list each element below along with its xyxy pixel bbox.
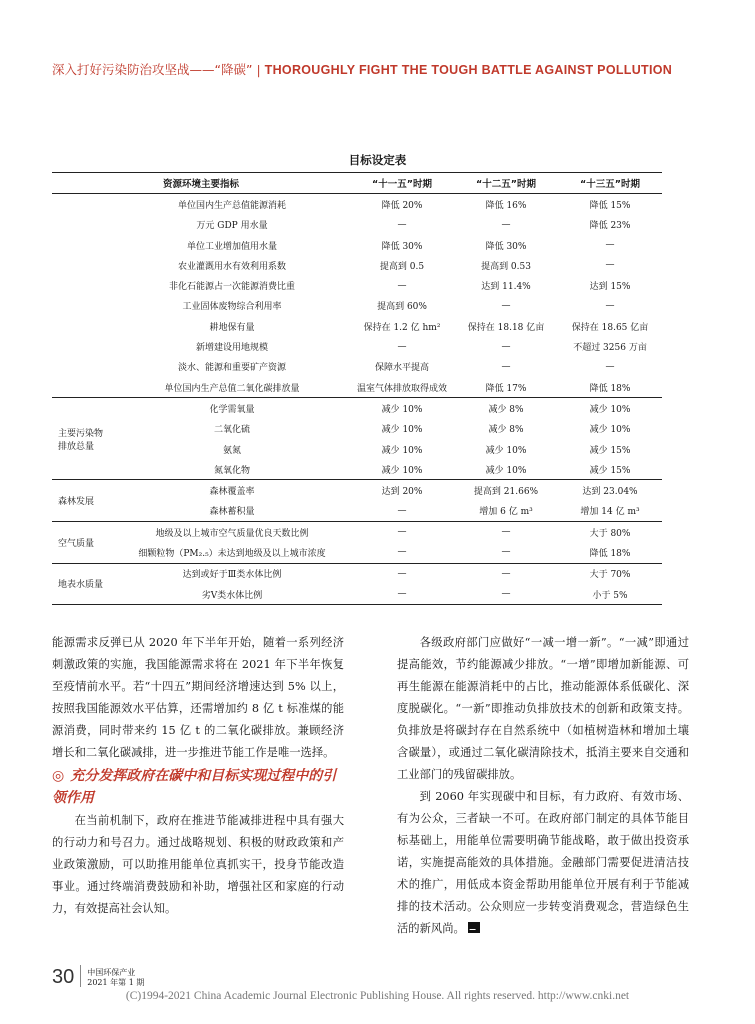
value-cell: 减少 10% xyxy=(589,404,631,415)
indicator-cell: 耕地保有量 xyxy=(209,322,255,333)
running-header xyxy=(52,60,702,78)
table-row xyxy=(52,419,662,439)
value-cell: 减少 8% xyxy=(488,425,524,436)
table-row xyxy=(52,215,662,235)
value-cell: 增加 14 亿 m³ xyxy=(558,501,662,522)
column-right xyxy=(397,632,689,940)
section-marker-icon: ◎ xyxy=(52,768,65,784)
value-cell: 提高到 21.66% xyxy=(473,487,539,498)
value-cell: — xyxy=(397,341,407,352)
value-cell: 达到 15% xyxy=(589,282,631,293)
value-cell: 减少 15% xyxy=(589,445,631,456)
table-row xyxy=(52,439,662,459)
value-cell: 达到 11.4% xyxy=(481,282,531,293)
value-cell: 保障水平提高 xyxy=(375,363,430,374)
value-cell: 减少 10% xyxy=(381,425,423,436)
value-cell: 不超过 3256 万亩 xyxy=(573,343,647,354)
table-row xyxy=(52,542,662,563)
table-row xyxy=(52,459,662,480)
table-row xyxy=(52,357,662,377)
table-row xyxy=(52,336,662,356)
header-12th: “十二五”时期 xyxy=(454,173,558,194)
value-cell: — xyxy=(501,568,511,579)
section-heading xyxy=(52,765,344,809)
indicator-cell: 劣Ⅴ类水体比例 xyxy=(114,584,350,605)
value-cell: 减少 10% xyxy=(589,425,631,436)
indicator-cell: 氮氧化物 xyxy=(114,459,350,480)
column-left-top xyxy=(52,632,344,764)
value-cell: 降低 15% xyxy=(589,200,631,211)
table-row xyxy=(52,522,662,543)
paragraph-end xyxy=(397,786,689,940)
value-cell: — xyxy=(605,240,615,251)
value-cell: 减少 10% xyxy=(350,459,454,480)
value-cell: 减少 10% xyxy=(485,445,527,456)
value-cell: 增加 6 亿 m³ xyxy=(454,501,558,522)
table-row xyxy=(52,480,662,501)
value-cell: 降低 18% xyxy=(558,377,662,398)
indicator-cell: 地级及以上城市空气质量优良天数比例 xyxy=(155,528,309,539)
value-cell: — xyxy=(397,280,407,291)
column-left-bottom xyxy=(52,810,344,920)
goals-table xyxy=(52,172,662,605)
value-cell: 小于 5% xyxy=(558,584,662,605)
value-cell: 减少 8% xyxy=(488,404,524,415)
table-row xyxy=(52,377,662,398)
folio xyxy=(52,965,144,989)
indicator-cell: 细颗粒物（PM₂.₅）未达到地级及以上城市浓度 xyxy=(114,542,350,563)
value-cell: — xyxy=(397,568,407,579)
value-cell: 降低 23% xyxy=(589,221,631,232)
value-cell: 减少 10% xyxy=(454,459,558,480)
value-cell: — xyxy=(605,260,615,271)
indicator-cell: 新增建设用地规模 xyxy=(196,343,269,354)
section-title: 充分发挥政府在碳中和目标实现过程中的引领作用 xyxy=(52,768,337,806)
paragraph-text: 到 2060 年实现碳中和目标，有力政府、有效市场、有为公众，三者缺一不可。在政府部门制定的具体节能目标基础上，用能单位需要明确节能战略，敢于做出投资承诺，实施提高能效的具体措施。金融部门需要促进清洁技术的推广，用低成本资金帮助用能单位开展有利于节能减排的技术活动。公众则应一步转变消费观念，营造绿色生活的新风尚。 xyxy=(397,790,689,935)
copyright-footer: (C)1994-2021 China Academic Journal Electronic Publishing House. All rights reserved. http://www.cnki.net xyxy=(125,990,630,1002)
value-cell: 提高到 0.5 xyxy=(379,261,425,272)
table-row xyxy=(52,584,662,605)
value-cell: 提高到 0.53 xyxy=(481,261,531,272)
value-cell: — xyxy=(397,527,407,538)
value-cell: — xyxy=(454,542,558,563)
value-cell: 保持在 1.2 亿 hm² xyxy=(363,322,441,333)
value-cell: 降低 17% xyxy=(454,377,558,398)
header-indicator: 资源环境主要指标 xyxy=(52,173,350,194)
value-cell: — xyxy=(350,542,454,563)
value-cell: — xyxy=(501,361,511,372)
value-cell: 降低 30% xyxy=(485,241,527,252)
value-cell: 降低 16% xyxy=(485,200,527,211)
indicator-cell: 达到或好于Ⅲ类水体比例 xyxy=(182,570,282,581)
indicator-cell: 二氧化硫 xyxy=(214,425,251,436)
value-cell: 达到 23.04% xyxy=(582,487,638,498)
header-11th: “十一五”时期 xyxy=(350,173,454,194)
value-cell: 减少 10% xyxy=(381,404,423,415)
table-row xyxy=(52,275,662,295)
table-row xyxy=(52,255,662,275)
indicator-cell: 单位国内生产总值能源消耗 xyxy=(178,200,287,211)
value-cell: — xyxy=(605,361,615,372)
journal-name: 中国环保产业 xyxy=(87,968,136,977)
value-cell: — xyxy=(501,527,511,538)
table-header-row xyxy=(52,173,662,194)
value-cell: — xyxy=(501,300,511,311)
indicator-cell: 万元 GDP 用水量 xyxy=(196,221,268,232)
paragraph: 各级政府部门应做好“一减一增一新”。“一减”即通过提高能效，节约能源减少排放。“一增”即增加新能源、可再生能源在能源消耗中的占比，推动能源体系低碳化、深度脱碳化。“一新”即推动负排放技术的创新和政策支持。负排放是将碳封存在自然系统中（如植树造林和增加土壤含碳量），或通过二氧化碳清除技术，抵消主要来自交通和工业部门的残留碳排放。 xyxy=(397,636,689,781)
header-title-cn: 深入打好污染防治攻坚战——“降碳” xyxy=(52,62,253,77)
page-number: 30 xyxy=(52,966,75,988)
indicator-cell: 淡水、能源和重要矿产资源 xyxy=(178,363,287,374)
value-cell: 提高到 60% xyxy=(377,302,427,313)
value-cell: 保持在 18.18 亿亩 xyxy=(467,322,545,333)
value-cell: 温室气体排放取得成效 xyxy=(350,377,454,398)
header-13th: “十三五”时期 xyxy=(558,173,662,194)
value-cell: — xyxy=(350,584,454,605)
header-separator: | xyxy=(256,62,261,77)
indicator-cell: 单位国内生产总值二氧化碳排放量 xyxy=(114,377,350,398)
indicator-cell: 农业灌溉用水有效利用系数 xyxy=(178,261,287,272)
paragraph: 在当前机制下，政府在推进节能减排进程中具有强大的行动力和号召力。通过战略规划、积极的财政政策和产业政策激励，可以助推用能单位真抓实干，投身节能改造事业。通过终端消费鼓励和补助，增强社区和家庭的行动力，有效提高社会认知。 xyxy=(52,814,344,915)
value-cell: 降低 20% xyxy=(381,200,423,211)
value-cell: 达到 20% xyxy=(381,487,423,498)
indicator-cell: 森林覆盖率 xyxy=(209,487,255,498)
value-cell: — xyxy=(605,300,615,311)
value-cell: — xyxy=(397,219,407,230)
category-cell: 地表水质量 xyxy=(52,563,114,605)
journal-issue: 2021 年第 1 期 xyxy=(87,978,145,987)
value-cell: 减少 10% xyxy=(381,445,423,456)
table-row xyxy=(52,563,662,584)
value-cell: — xyxy=(501,219,511,230)
value-cell: 大于 80% xyxy=(589,528,631,539)
value-cell: — xyxy=(454,584,558,605)
indicator-cell: 工业固体废物综合利用率 xyxy=(182,302,282,313)
table-title: 目标设定表 xyxy=(348,153,407,167)
value-cell: 减少 15% xyxy=(558,459,662,480)
value-cell: — xyxy=(501,341,511,352)
header-title-en: THOROUGHLY FIGHT THE TOUGH BATTLE AGAINST POLLUTION xyxy=(264,63,673,77)
value-cell: 大于 70% xyxy=(589,570,631,581)
value-cell: — xyxy=(350,501,454,522)
value-cell: 降低 30% xyxy=(381,241,423,252)
category-cell xyxy=(52,194,114,398)
table-row xyxy=(52,235,662,255)
indicator-cell: 化学需氧量 xyxy=(209,404,255,415)
table-row xyxy=(52,194,662,215)
table-row xyxy=(52,296,662,316)
category-cell: 主要污染物 排放总量 xyxy=(52,398,114,480)
category-cell: 空气质量 xyxy=(52,522,114,564)
category-cell: 森林发展 xyxy=(52,480,114,522)
value-cell: 保持在 18.65 亿亩 xyxy=(571,322,649,333)
indicator-cell: 单位工业增加值用水量 xyxy=(187,241,278,252)
publication-info xyxy=(87,968,144,988)
indicator-cell: 氨氮 xyxy=(223,445,242,456)
indicator-cell: 森林蓄积量 xyxy=(114,501,350,522)
folio-divider xyxy=(80,965,81,987)
indicator-cell: 非化石能源占一次能源消费比重 xyxy=(169,282,296,293)
table-row xyxy=(52,398,662,419)
paragraph: 能源需求反弹已从 2020 年下半年开始，随着一系列经济刺激政策的实施，我国能源需求将在 2021 年下半年恢复至疫情前水平。若“十四五”期间经济增速达到 5% 以上，按照我国能源效水平估算，还需增加约 8 亿 t 标准煤的能源消费，同时带来约 15 亿 t 的二氧化碳排放。兼顾经济增长和二氧化碳减排，进一步推进节能工作是唯一选择。 xyxy=(52,636,344,759)
table-row xyxy=(52,316,662,336)
value-cell: 降低 18% xyxy=(558,542,662,563)
table-row xyxy=(52,501,662,522)
end-mark-icon xyxy=(468,922,480,933)
